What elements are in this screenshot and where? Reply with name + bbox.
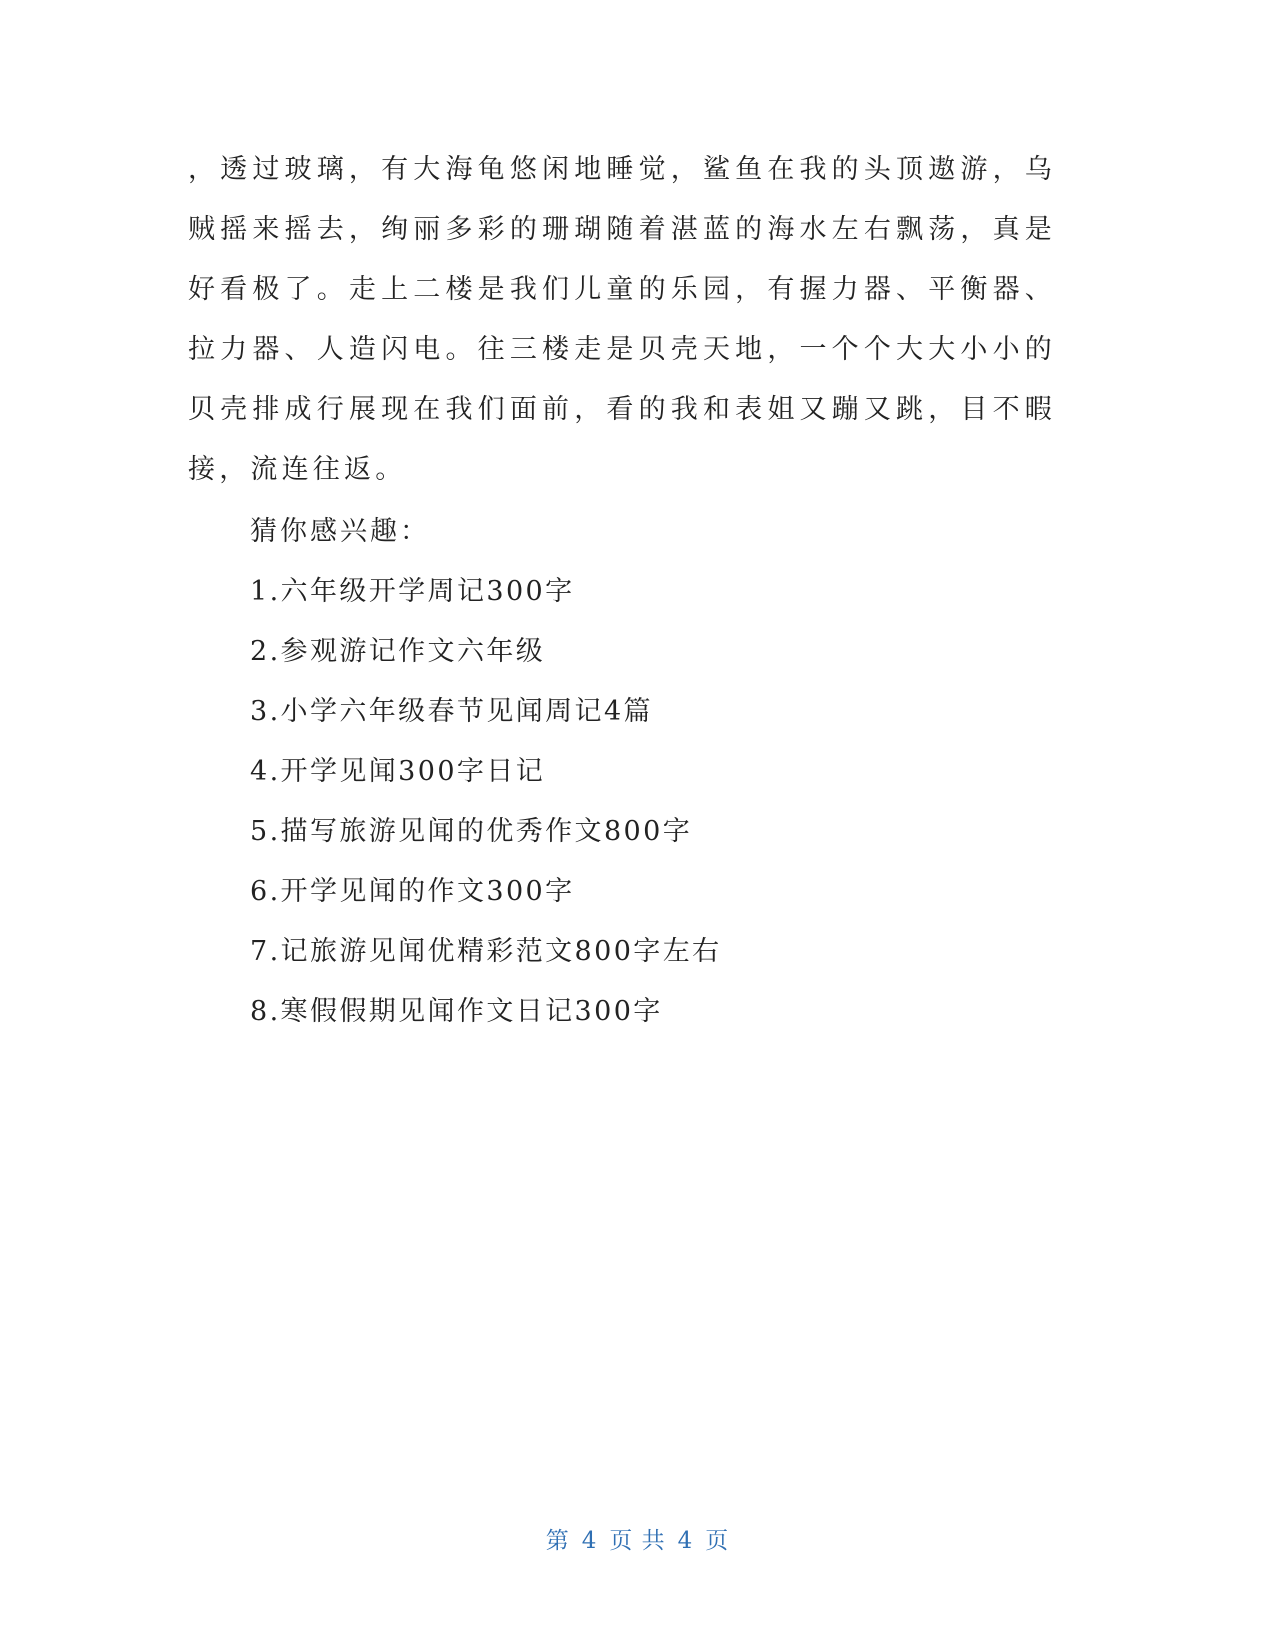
page-label-suffix: 页: [705, 1528, 730, 1554]
current-page-number: 4: [581, 1528, 598, 1554]
related-article-item[interactable]: 1.六年级开学周记300字: [250, 576, 575, 607]
body-paragraph: ，透过玻璃，有大海龟悠闲地睡觉，鲨鱼在我的头顶遨游，乌贼摇来摇去，绚丽多彩的珊瑚随着湛蓝的海水左右飘荡，真是好看极了。走上二楼是我们儿童的乐园，有握力器、平衡器、拉力器、人造闪电。往三楼走是贝壳天地，一个个大大小小的贝壳排成行展现在我们面前，看的我和表姐又蹦又跳，目不暇接，流连往返。: [188, 154, 1056, 485]
related-article-item[interactable]: 4.开学见闻300字日记: [250, 756, 546, 787]
page-label-prefix: 第: [545, 1528, 570, 1554]
related-articles-list: [250, 562, 722, 1042]
related-article-item[interactable]: 8.寒假假期见闻作文日记300字: [250, 996, 663, 1027]
related-article-item[interactable]: 3.小学六年级春节见闻周记4篇: [250, 696, 653, 727]
related-article-item[interactable]: 6.开学见闻的作文300字: [250, 876, 575, 907]
page-number-footer: [0, 1522, 1275, 1555]
related-article-item[interactable]: 2.参观游记作文六年级: [250, 636, 546, 667]
related-article-item[interactable]: 5.描写旅游见闻的优秀作文800字: [250, 816, 693, 847]
page-label-mid: 页 共: [609, 1528, 666, 1554]
related-articles-heading: 猜你感兴趣：: [250, 516, 430, 547]
related-article-item[interactable]: 7.记旅游见闻优精彩范文800字左右: [250, 936, 722, 967]
total-pages-number: 4: [677, 1528, 694, 1554]
